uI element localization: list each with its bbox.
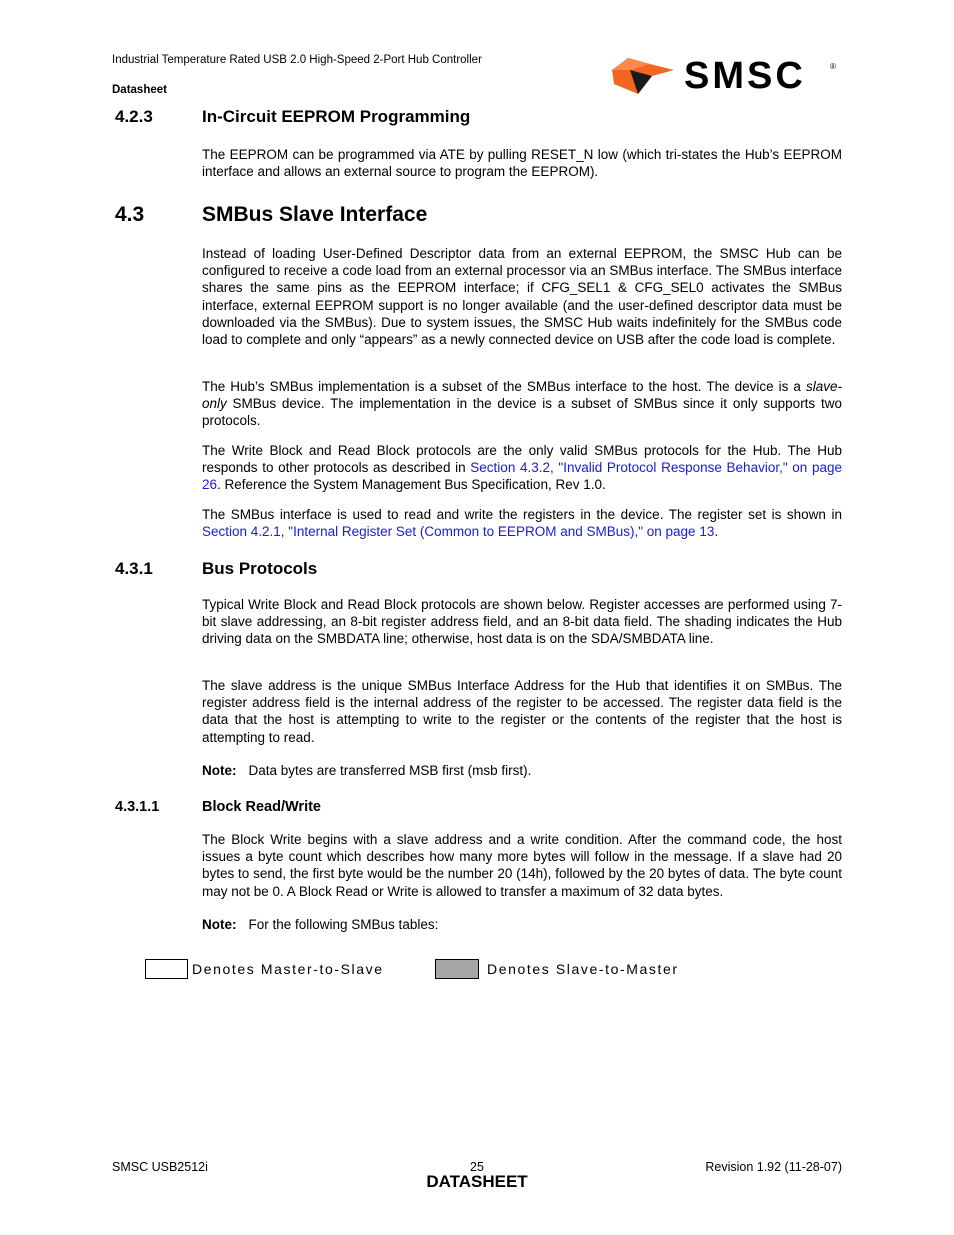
section-title: SMBus Slave Interface [202, 203, 428, 226]
note-label: Note: [202, 917, 237, 932]
cross-reference-link[interactable]: Section 4.3.2, "Invalid Protocol Response Behavior," on page 26 [202, 460, 842, 493]
footer-product: SMSC USB2512i [112, 1160, 208, 1174]
paragraph: The Hub’s SMBus implementation is a subset of the SMBus interface to the host. The device is a slave-only SMBus device. The implementation in the device is a subset of SMBus since it only supports two protocols. [202, 379, 842, 429]
paragraph: The Block Write begins with a slave address and a write condition. After the command code, the host issues a byte count which describes how many more bytes will follow in the message. If a slave had 20 bytes to send, the first byte would be the number 20 (14h), followed by the 20 bytes of data. The byte count may not be 0. A Block Read or Write is allowed to transfer a maximum of 32 data bytes. [202, 832, 842, 899]
master-to-slave-swatch [145, 959, 188, 979]
emphasis-text: slave-only [202, 379, 842, 412]
smsc-logo-icon [608, 54, 678, 98]
registered-mark: ® [830, 62, 836, 71]
section-number: 4.3.1 [115, 559, 153, 578]
note-text: For the following SMBus tables: [248, 917, 439, 932]
slave-to-master-swatch [435, 959, 479, 979]
paragraph: The EEPROM can be programmed via ATE by pulling RESET_N low (which tri-states the Hub’s EEPROM interface and allows an external source to program the EEPROM). [202, 147, 842, 180]
note-label: Note: [202, 763, 237, 778]
note [202, 917, 438, 932]
note [202, 763, 531, 778]
section-number: 4.3.1.1 [115, 799, 160, 815]
footer-datasheet-label: DATASHEET [426, 1172, 528, 1191]
paragraph: Typical Write Block and Read Block protocols are shown below. Register accesses are performed using 7-bit slave addressing, an 8-bit register address field, and an 8-bit data field. The shading indicates the Hub driving data on the SMBDATA line; otherwise, host data is on the SDA/SMBDATA line. [202, 597, 842, 647]
smsc-logo-text: SMSC [684, 55, 806, 97]
paragraph: The Write Block and Read Block protocols are the only valid SMBus protocols for the Hub. The Hub responds to other protocols as described in Section 4.3.2, "Invalid Protocol Response Behavior," on page 26. Reference the System Management Bus Specification, Rev 1.0. [202, 443, 842, 493]
paragraph: The SMBus interface is used to read and write the registers in the device. The register set is shown in Section 4.2.1, "Internal Register Set (Common to EEPROM and SMBus)," on page 13. [202, 507, 842, 540]
cross-reference-link[interactable]: Section 4.2.1, "Internal Register Set (Common to EEPROM and SMBus)," on page 13 [202, 524, 715, 540]
master-to-slave-label: Denotes Master-to-Slave [192, 961, 384, 977]
section-title: In-Circuit EEPROM Programming [202, 107, 471, 126]
footer-revision: Revision 1.92 (11-28-07) [705, 1160, 842, 1174]
note-text: Data bytes are transferred MSB first (msb first). [248, 763, 532, 778]
footer-page-number: 25 [470, 1160, 484, 1174]
paragraph: Instead of loading User-Defined Descriptor data from an external EEPROM, the SMSC Hub can be configured to receive a code load from an external processor via an SMBus interface. The SMBus interface shares the same pins as the EEPROM interface; if CFG_SEL1 & CFG_SEL0 activates the SMBus interface, external EEPROM support is no longer available (and the user-defined descriptor data must be downloaded via the SMBus). Due to system issues, the SMSC Hub waits indefinitely for the SMBus code load to complete and only “appears” as a newly connected device on USB after the code load is complete. [202, 246, 842, 348]
document-type: Datasheet [112, 84, 167, 96]
section-number: 4.3 [115, 203, 145, 226]
section-title: Bus Protocols [202, 559, 318, 578]
section-title: Block Read/Write [202, 799, 321, 815]
document-title: Industrial Temperature Rated USB 2.0 High-Speed 2-Port Hub Controller [112, 54, 482, 66]
paragraph: The slave address is the unique SMBus Interface Address for the Hub that identifies it on SMBus. The register address field is the internal address of the register to be accessed. The register data field is the data that the host is attempting to write to the register or the contents of the register that the host is attempting to read. [202, 678, 842, 745]
section-number: 4.2.3 [115, 107, 153, 126]
slave-to-master-label: Denotes Slave-to-Master [487, 961, 679, 977]
